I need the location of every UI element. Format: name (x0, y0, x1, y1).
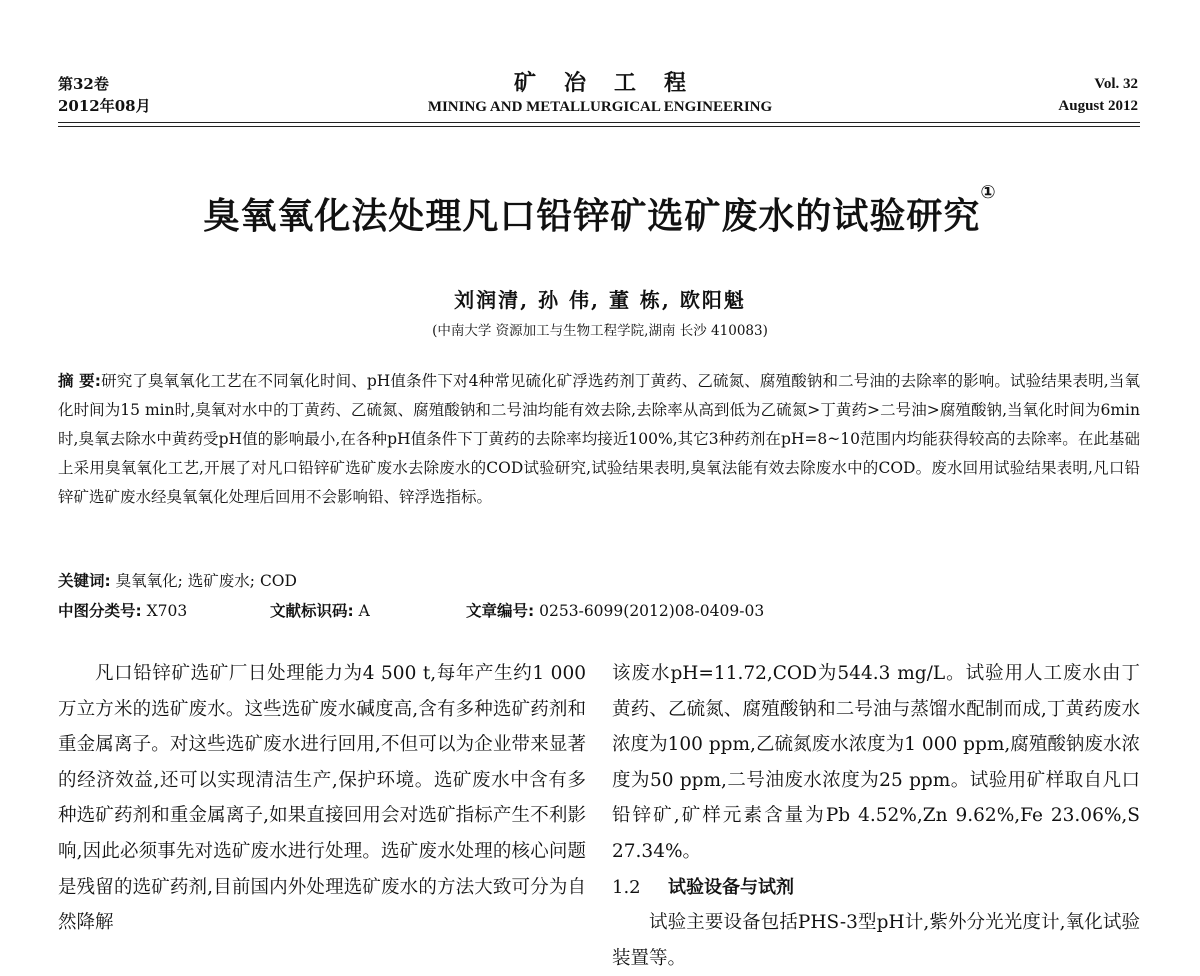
article-no-value: 0253-6099(2012)08-0409-03 (539, 602, 765, 620)
article-no-cell (466, 597, 764, 626)
clc-label: 中图分类号: (58, 602, 142, 620)
abstract-label: 摘 要: (58, 372, 101, 390)
article-title (0, 182, 1200, 239)
title-footnote-mark: ① (980, 182, 997, 203)
article-title-text: 臭氧氧化法处理凡口铅锌矿选矿废水的试验研究 (203, 196, 981, 237)
date-en: August 2012 (1058, 98, 1138, 114)
header-rule-thin (58, 126, 1140, 127)
section-title: 试验设备与试剂 (668, 876, 794, 898)
doc-code-cell (270, 597, 466, 626)
article-affiliation: (中南大学 资源加工与生物工程学院,湖南 长沙 410083) (432, 323, 768, 339)
header-rule-thick (58, 122, 1140, 123)
doc-code-label: 文献标识码: (270, 602, 354, 620)
abstract (58, 367, 1140, 512)
date-cn: 2012年08月 (58, 97, 151, 115)
journal-name-en: MINING AND METALLURGICAL ENGINEERING (427, 99, 773, 115)
article-no-label: 文章编号: (466, 602, 535, 620)
keywords (58, 567, 1140, 596)
journal-masthead (0, 70, 1200, 118)
clc-cell (58, 597, 270, 626)
keywords-label: 关键词: (58, 572, 111, 590)
article-authors: 刘润清, 孙 伟, 董 栋, 欧阳魁 (454, 288, 746, 312)
body-column-left (58, 656, 586, 941)
materials-paragraph: 该废水pH=11.72,COD为544.3 mg/L。试验用人工废水由丁黄药、乙硫氮、腐殖酸钠和二号油与蒸馏水配制而成,丁黄药废水浓度为100 ppm,乙硫氮废水浓度为1 000 ppm,腐殖酸钠废水浓度为50 ppm,二号油废水浓度为25 ppm。试验用矿样取自凡口铅锌矿,矿样元素含量为Pb 4.52%,Zn 9.62%,Fe 23.06%,S 27.34%。 (612, 663, 1140, 862)
body-column-right (612, 656, 1140, 976)
header-volume-en-block (1058, 73, 1138, 117)
doc-code-value: A (358, 602, 370, 620)
section-heading (612, 870, 1140, 906)
classification-line (58, 597, 1140, 626)
intro-paragraph: 凡口铅锌矿选矿厂日处理能力为4 500 t,每年产生约1 000万立方米的选矿废水。这些选矿废水碱度高,含有多种选矿药剂和重金属离子。对这些选矿废水进行回用,不但可以为企业带来显著的经济效益,还可以实现清洁生产,保护环境。选矿废水中含有多种选矿药剂和重金属离子,如果直接回用会对选矿指标产生不利影响,因此必须事先对选矿废水进行处理。选矿废水处理的核心问题是残留的选矿药剂,目前国内外处理选矿废水的方法大致可分为自然降解 (58, 663, 586, 934)
equipment-paragraph: 试验主要设备包括PHS-3型pH计,紫外分光光度计,氧化试验装置等。 (612, 912, 1140, 969)
clc-value: X703 (146, 602, 188, 620)
journal-name-cn: 矿冶工程 (513, 70, 714, 96)
volume-en: Vol. 32 (1094, 76, 1138, 92)
section-number: 1.2 (612, 876, 641, 898)
volume-cn: 第32卷 (58, 75, 109, 93)
abstract-text: 研究了臭氧氧化工艺在不同氧化时间、pH值条件下对4种常见硫化矿浮选药剂丁黄药、乙硫氮、腐殖酸钠和二号油的去除率的影响。试验结果表明,当氧化时间为15 min时,臭氧对水中的丁黄药、乙硫氮、腐殖酸钠和二号油均能有效去除,去除率从高到低为乙硫氮>丁黄药>二号油>腐殖酸钠,当氧化时间为6min时,臭氧去除水中黄药受pH值的影响最小,在各种pH值条件下丁黄药的去除率均接近100%,其它3种药剂在pH=8~10范围内均能获得较高的去除率。在此基础上采用臭氧氧化工艺,开展了对凡口铅锌矿选矿废水去除废水的COD试验研究,试验结果表明,臭氧法能有效去除废水中的COD。废水回用试验结果表明,凡口铅锌矿选矿废水经臭氧氧化处理后回用不会影响铅、锌浮选指标。 (58, 372, 1140, 506)
keywords-text: 臭氧氧化; 选矿废水; COD (115, 572, 297, 590)
